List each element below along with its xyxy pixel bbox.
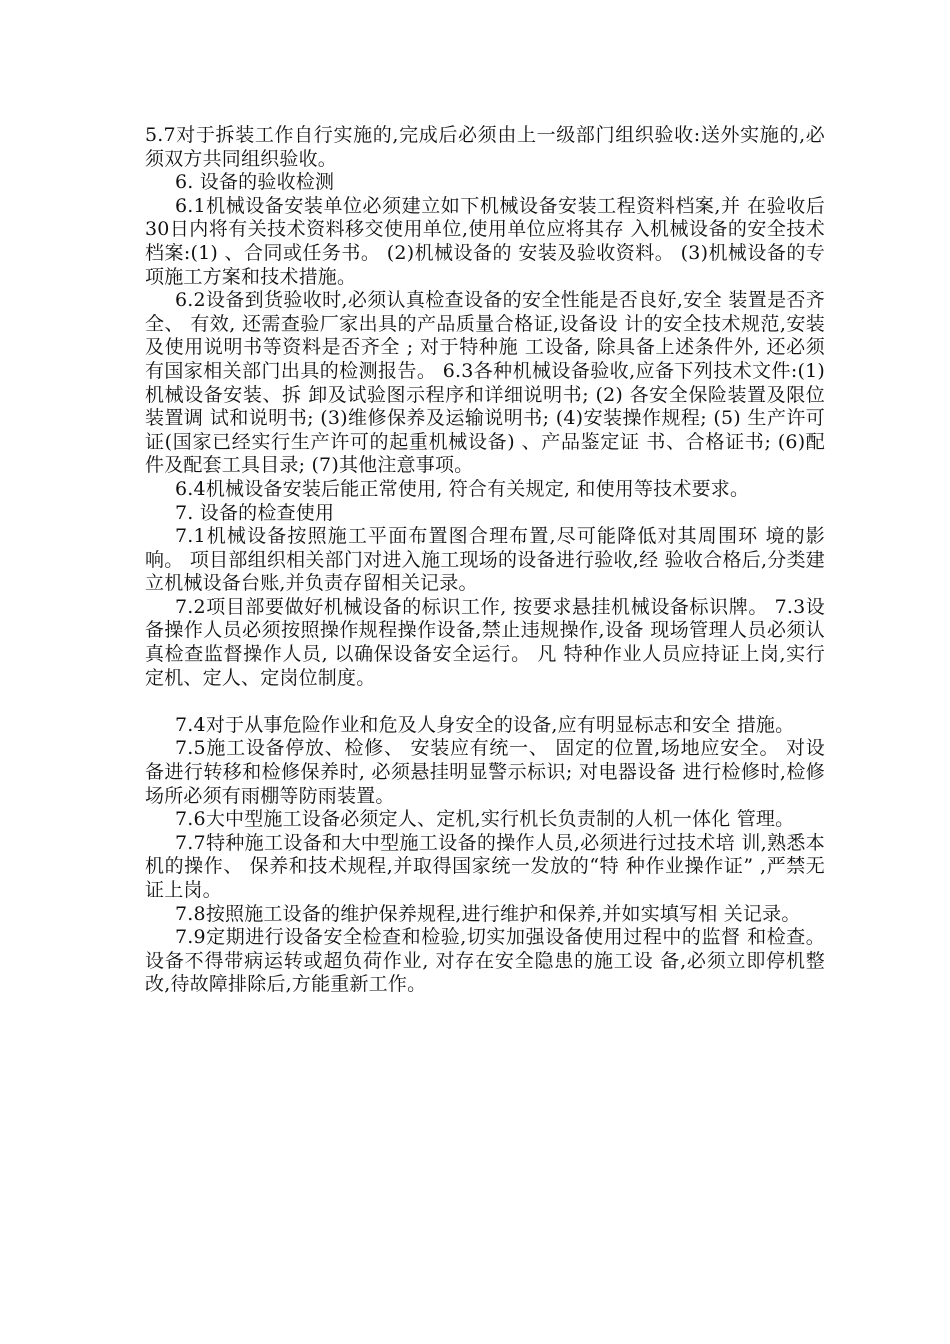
- paragraph-6-1: 6.1机械设备安装单位必须建立如下机械设备安装工程资料档案,并 在验收后 30日内将有关技术资料移交使用单位,使用单位应将其存 入机械设备的安全技术档案:(1) 、合同或任务书。 (2)机械设备的 安装及验收资料。 (3)机械设备的专项施工方案和技术措施。: [145, 194, 825, 288]
- paragraph-7-1: 7.1机械设备按照施工平面布置图合理布置,尽可能降低对其周围环 境的影响。 项目部组织相关部门对进入施工现场的设备进行验收,经 验收合格后,分类建立机械设备台账,并负责存留相关记录。: [145, 525, 825, 595]
- paragraph-7-5: 7.5施工设备停放、检修、 安装应有统一、 固定的位置,场地应安全。 对设备进行转移和检修保养时, 必须悬挂明显警示标识; 对电器设备 进行检修时,检修场所必须有雨棚等防雨装置。: [145, 737, 825, 807]
- document-page: [145, 124, 825, 997]
- paragraph-7-2-7-3: 7.2项目部要做好机械设备的标识工作, 按要求悬挂机械设备标识牌。 7.3设备操作人员必须按照操作规程操作设备,禁止违规操作,设备 现场管理人员必须认真检查监督操作人员, 以确保设备安全运行。 凡 特种作业人员应持证上岗,实行定机、定人、定岗位制度。: [145, 595, 825, 689]
- paragraph-7-6: 7.6大中型施工设备必须定人、定机,实行机长负责制的人机一体化 管理。: [175, 808, 795, 831]
- paragraph-7-8: 7.8按照施工设备的维护保养规程,进行维护和保养,并如实填写相 关记录。: [175, 902, 801, 925]
- paragraph-5-7: 5.7对于拆装工作自行实施的,完成后必须由上一级部门组织验收:送外实施的,必须双方共同组织验收。: [145, 124, 825, 170]
- paragraph-7-9: 7.9定期进行设备安全检查和检验,切实加强设备使用过程中的监督 和检查。 设备不得带病运转或超负荷作业, 对存在安全隐患的施工设 备,必须立即停机整改,待故障排除后,方能重新工作。: [145, 926, 825, 996]
- section-heading-6: 6. 设备的验收检测: [175, 171, 335, 194]
- paragraph-6-4: 6.4机械设备安装后能正常使用, 符合有关规定, 和使用等技术要求。: [175, 477, 750, 500]
- section-heading-7: 7. 设备的检查使用: [175, 501, 335, 524]
- paragraph-7-4: 7.4对于从事危险作业和危及人身安全的设备,应有明显标志和安全 措施。: [175, 713, 795, 736]
- paragraph-6-2-6-3: 6.2设备到货验收时,必须认真检查设备的安全性能是否良好,安全 装置是否齐全、 有效, 还需查验厂家出具的产品质量合格证,设备设 计的安全技术规范,安装及使用说明书等资料是否齐全 ; 对于特种施 工设备, 除具备上述条件外, 还必须有国家相关部门出具的检测报告。 6.3各种机械设备验收,应备下列技术文件:(1)机械设备安装、拆 卸及试验图示程序和详细说明书; (2) 各安全保险装置及限位装置调 试和说明书; (3)维修保养及运输说明书; (4)安装操作规程; (5) 生产许可证(国家已经实行生产许可的起重机械设备) 、产品鉴定证 书、合格证书; (6)配件及配套工具目录; (7)其他注意事项。: [145, 289, 825, 477]
- paragraph-7-7: 7.7特种施工设备和大中型施工设备的操作人员,必须进行过技术培 训,熟悉本机的操作、 保养和技术规程,并取得国家统一发放的“特 种作业操作证” ,严禁无证上岗。: [145, 831, 825, 901]
